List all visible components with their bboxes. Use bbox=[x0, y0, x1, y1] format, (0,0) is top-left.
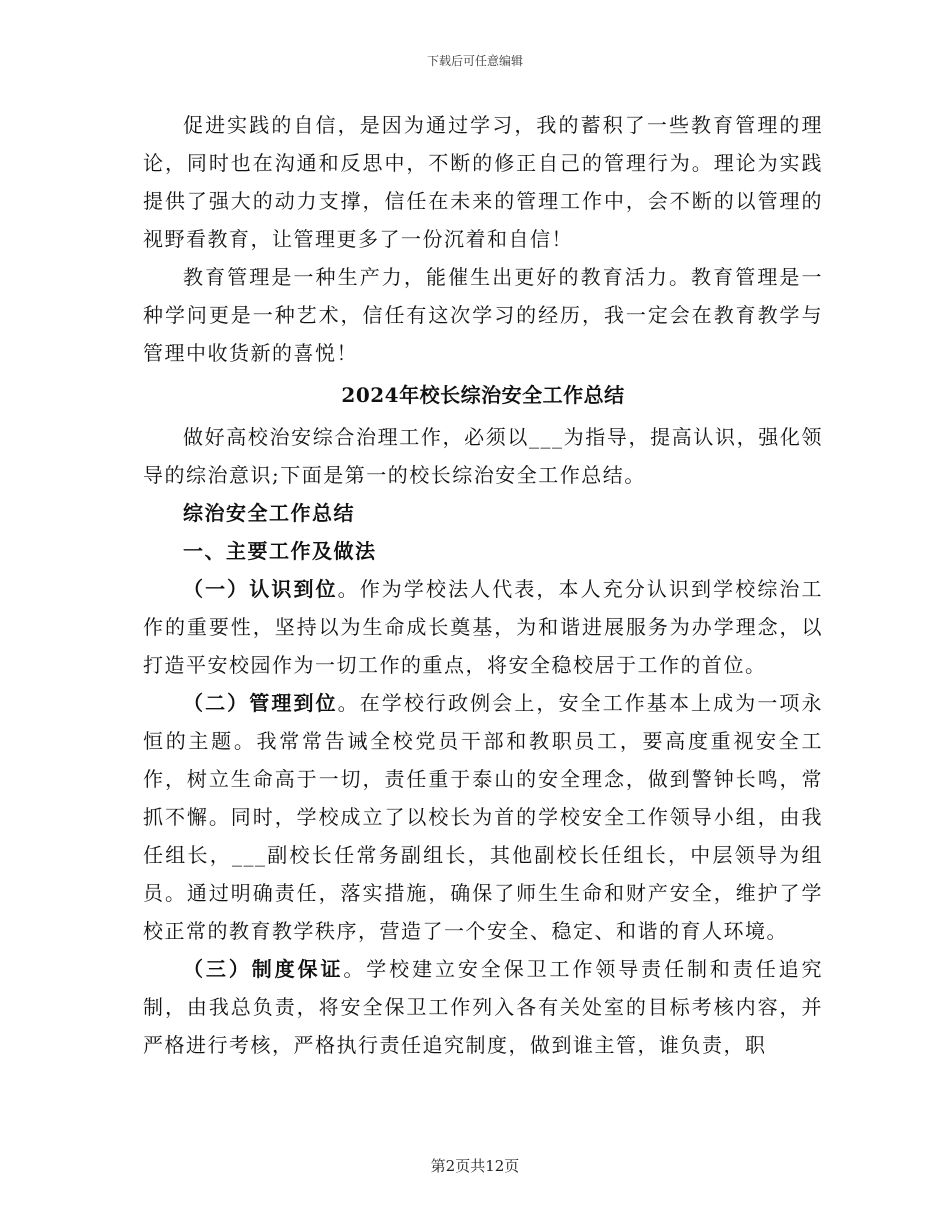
item-text: 。学校建立安全保卫工作领导责任制和责任追究制，由我总负责，将安全保卫工作列入各有关处室的目标考核内容，并严格进行考核，严格执行责任追究制度，做到谁主管，谁负责，职 bbox=[143, 957, 824, 1057]
section-heading: 综治安全工作总结 bbox=[183, 501, 355, 525]
paragraph: 做好高校治安综合治理工作，必须以___为指导，提高认识，强化领导的综治意识;下面是第一的校长综治安全工作总结。 bbox=[143, 425, 823, 487]
item-lead: （三）制度保证 bbox=[183, 957, 344, 981]
paragraph: 教育管理是一种生产力，能催生出更好的教育活力。教育管理是一种学问更是一种艺术，信任有这次学习的经历，我一定会在教育教学与管理中收货新的喜悦！ bbox=[143, 265, 823, 365]
item-text: 。在学校行政例会上，安全工作基本上成为一项永恒的主题。我常常告诫全校党员干部和教职员工，要高度重视安全工作，树立生命高于一切，责任重于泰山的安全理念，做到警钟长鸣，常抓不懈。同时，学校成立了以校长为首的学校安全工作领导小组，由我任组长，___副校长任常务副组长，其他副校长任组长，中层领导为组员。通过明确责任，落实措施，确保了师生生命和财产安全，维护了学校正常的教育教学秩序，营造了一个安全、稳定、和谐的育人环境。 bbox=[143, 691, 823, 943]
page-header: 下载后可任意编辑 bbox=[426, 54, 523, 68]
list-item bbox=[143, 684, 823, 950]
item-text: 。作为学校法人代表，本人充分认识到学校综治工作的重要性，坚持以为生命成长奠基，为和谐进展服务为办学理念，以打造平安校园作为一切工作的重点，将安全稳校居于工作的首位。 bbox=[143, 577, 823, 677]
list-item bbox=[143, 950, 823, 1064]
page-footer: 第2页共12页 bbox=[430, 1157, 520, 1175]
list-item bbox=[143, 570, 823, 684]
section-heading: 一、主要工作及做法 bbox=[183, 539, 377, 563]
item-lead: （二）管理到位 bbox=[183, 691, 338, 715]
document-title: 2024年校长综治安全工作总结 bbox=[341, 383, 625, 407]
item-lead: （一）认识到位 bbox=[183, 577, 338, 601]
paragraph: 促进实践的自信，是因为通过学习，我的蓄积了一些教育管理的理论，同时也在沟通和反思中，不断的修正自己的管理行为。理论为实践提供了强大的动力支撑，信任在未来的管理工作中，会不断的以管理的视野看教育，让管理更多了一份沉着和自信！ bbox=[143, 113, 823, 251]
document-body bbox=[143, 106, 823, 1064]
